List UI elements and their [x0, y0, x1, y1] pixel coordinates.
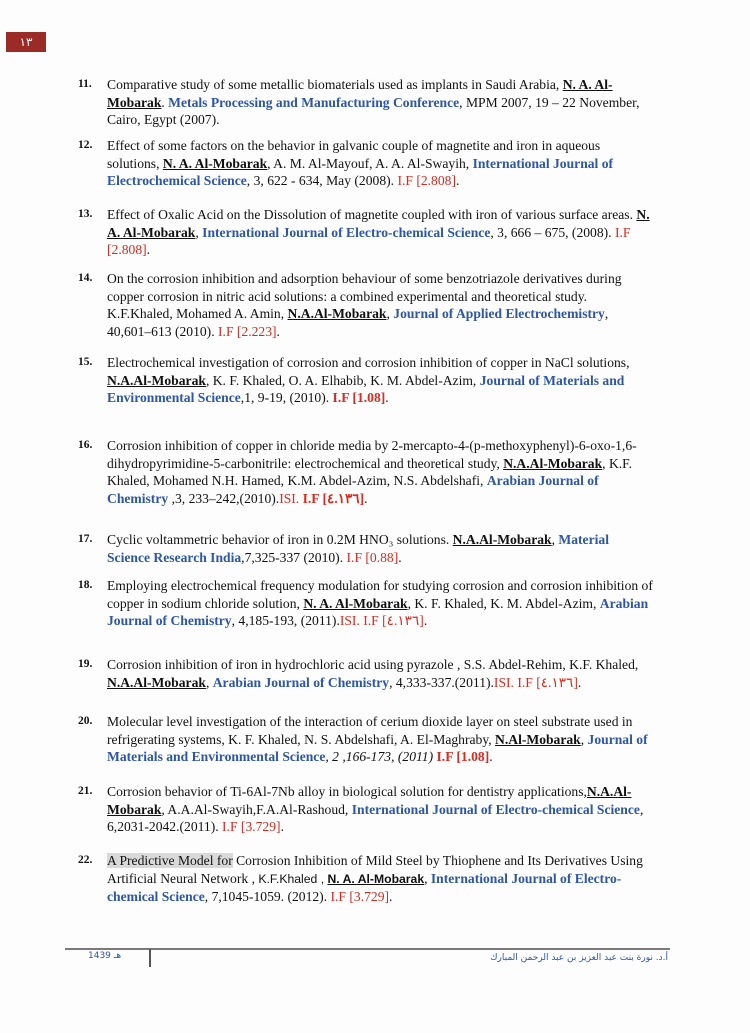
impact-factor: ISI. I.F [٤.١٣٦] — [493, 674, 578, 690]
impact-factor: I.F [٤.١٣٦] — [302, 490, 365, 506]
reference-item — [78, 783, 653, 836]
impact-factor: I.F [0.88] — [346, 549, 399, 565]
reference-item — [78, 437, 653, 507]
reference-segment: . — [364, 490, 368, 506]
impact-factor: I.F [2.808] — [397, 173, 456, 188]
reference-text — [107, 656, 653, 691]
author-highlight: N.A.Al-Mobarak — [107, 674, 206, 690]
reference-text — [107, 76, 653, 129]
impact-factor: ISI. I.F [٤.١٣٦] — [339, 613, 424, 628]
journal-name: International Journal of Electro-chemical Science — [107, 870, 622, 904]
footer-tick — [149, 949, 151, 967]
reference-segment: , 6,2031-2042.(2011). — [107, 801, 644, 834]
reference-number: 14. — [78, 272, 93, 284]
author-highlight: N.A.Al-Mobarak — [287, 306, 387, 321]
reference-segment: Electrochemical investigation of corrosion and corrosion inhibition of copper in NaCl solutions, — [107, 355, 630, 370]
author-highlight: N.A.Al-Mobarak — [107, 372, 206, 388]
reference-segment: . — [423, 613, 428, 628]
journal-name: Arabian Journal of Chemistry — [212, 674, 390, 690]
reference-item — [78, 354, 653, 407]
author-highlight: N. A. Al-Mobarak — [107, 77, 613, 110]
reference-segment: , — [386, 306, 394, 321]
journal-name: International Journal of Electro-chemical Science — [351, 801, 640, 817]
journal-name: International Journal of Electro-chemical Science — [202, 224, 491, 240]
reference-segment: . — [389, 889, 393, 904]
impact-factor: I.F [2.808] — [107, 224, 631, 257]
reference-segment: , — [551, 532, 559, 547]
impact-factor: I.F [1.08] — [332, 390, 386, 405]
footer-year: 1439 هـ — [88, 951, 122, 961]
reference-segment: Corrosion inhibition of copper in chloride media by 2-mercapto-4-(p-methoxyphenyl)-6-oxo-1,6- dihydropyrimidine-5-carbonitrile: electrochemical and theoretical study, — [107, 438, 637, 471]
journal-name: Arabian Journal of Chemistry — [107, 595, 649, 628]
reference-segment: , — [205, 674, 213, 690]
reference-segment: Corrosion inhibition of iron in hydrochloric acid using pyrazole , S.S. Abdel-Rehim, K.F. Khaled, — [107, 657, 639, 672]
reference-segment: , A.A.Al-Swayih,F.A.Al-Rashoud, — [161, 801, 352, 817]
reference-segment: . — [276, 323, 280, 339]
reference-item — [78, 713, 653, 766]
reference-item — [78, 531, 653, 566]
reference-segment: , K. F. Khaled, O. A. Elhabib, K. M. Abdel-Azim, — [205, 372, 480, 388]
reference-number: 15. — [78, 356, 93, 368]
reference-segment: ,7,325-337 (2010). — [241, 549, 347, 565]
author-highlight: N. A. Al-Mobarak — [162, 155, 268, 171]
reference-segment: . — [398, 549, 402, 565]
reference-segment: . — [577, 674, 582, 690]
reference-text — [107, 270, 653, 340]
reference-item — [78, 270, 653, 340]
reference-number: 16. — [78, 439, 93, 451]
reference-text — [107, 852, 653, 906]
reference-segment: Corrosion behavior of Ti-6Al-7Nb alloy in biological solution for dentistry applications, — [107, 784, 587, 799]
highlighted-text: A Predictive Model for — [107, 853, 233, 868]
reference-segment: . — [161, 94, 169, 110]
reference-item — [78, 852, 653, 906]
reference-segment: Comparative study of some metallic biomaterials used as implants in Saudi Arabia, — [107, 77, 563, 92]
impact-factor: I.F [2.223] — [218, 323, 277, 339]
reference-number: 22. — [78, 854, 93, 866]
reference-segment: . — [280, 819, 284, 834]
author-highlight: N.A.Al-Mobarak — [107, 784, 632, 817]
reference-text — [107, 783, 653, 836]
reference-number: 19. — [78, 658, 93, 670]
reference-number: 17. — [78, 533, 93, 545]
author-highlight: N. A. Al-Mobarak — [303, 595, 408, 611]
author-highlight: N.A.Al-Mobarak — [452, 532, 552, 547]
reference-segment: K.F.Khaled , — [258, 871, 328, 886]
reference-segment: , — [580, 731, 588, 747]
reference-segment: Effect of some factors on the behavior in galvanic couple of magnetite and iron in aqueous solutions, — [107, 138, 601, 171]
journal-name: International Journal of Electrochemical Science — [107, 155, 614, 188]
footer-divider — [65, 948, 670, 950]
reference-segment: , 4,333-337.(2011). — [389, 674, 494, 690]
journal-name: Journal of Applied Electrochemistry — [393, 306, 605, 321]
reference-number: 12. — [78, 139, 93, 151]
reference-segment: . — [146, 242, 151, 257]
impact-factor: I.F [1.08] — [436, 749, 490, 764]
reference-text — [107, 713, 653, 766]
reference-text — [107, 531, 653, 566]
reference-segment: . — [385, 390, 389, 405]
footer-author-name: أ.د. نورة بنت عبد العزيز بن عبد الرحمن المبارك — [490, 953, 668, 963]
reference-segment: Employing electrochemical frequency modulation for studying corrosion and corrosion inhibition of copper in sodium chloride solution, — [107, 578, 653, 611]
reference-segment: ,1, 9-19, (2010). — [240, 390, 333, 405]
reference-segment: Corrosion Inhibition of Mild Steel by Thiophene and Its Derivatives Using Artificial Neural Network , — [107, 853, 643, 886]
reference-text — [107, 137, 653, 190]
author-highlight: N. A. Al-Mobarak — [107, 207, 650, 240]
journal-name: Metals Processing and Manufacturing Conference — [168, 94, 460, 110]
journal-name: Arabian Journal of Chemistry — [107, 473, 599, 506]
reference-segment: , K.F. Khaled, Mohamed N.H. Hamed, K.M. Abdel-Azim, N.S. Abdelshafi, — [107, 455, 633, 488]
reference-segment: Effect of Oxalic Acid on the Dissolution of magnetite coupled with iron of various surface areas. — [107, 207, 637, 222]
reference-segment: , 3, 622 - 634, May (2008). — [246, 173, 398, 188]
journal-name: Journal of Materials and Environmental Science — [107, 731, 648, 764]
reference-number: 13. — [78, 208, 93, 220]
reference-segment: , 7,1045-1059. (2012). — [204, 889, 331, 904]
impact-factor: I.F [3.729] — [330, 889, 390, 904]
impact-factor: ISI. — [279, 490, 303, 506]
reference-number: 20. — [78, 715, 93, 727]
reference-segment: Cyclic voltammetric behavior of iron in 0.2M HNO₃ solutions. — [107, 532, 453, 547]
reference-segment: , 2 ,166-173, (2011) — [325, 749, 437, 764]
page-number-badge: ١٣ — [6, 32, 46, 52]
reference-item — [78, 206, 653, 259]
reference-number: 21. — [78, 785, 93, 797]
reference-segment: , K. F. Khaled, K. M. Abdel-Azim, — [407, 595, 600, 611]
reference-segment: . — [455, 173, 460, 188]
reference-number: 18. — [78, 579, 93, 591]
impact-factor: I.F [3.729] — [222, 819, 281, 834]
reference-segment: , A. M. Al-Mayouf, A. A. Al-Swayih, — [267, 155, 473, 171]
reference-text — [107, 437, 653, 507]
reference-text — [107, 577, 653, 630]
reference-segment: On the corrosion inhibition and adsorption behaviour of some benzotriazole derivatives during copper corrosion in nitric acid solutions: a combined experimental and theoretical study. K.F.Khaled, Mohamed A. Amin, — [107, 271, 622, 321]
journal-name: Journal of Materials and Environmental Science — [107, 372, 625, 405]
reference-segment: , 40,601–613 (2010). — [107, 306, 609, 339]
author-highlight: N.Al-Mobarak — [495, 731, 581, 747]
reference-text — [107, 206, 653, 259]
reference-segment: . — [489, 749, 493, 764]
reference-segment: , 4,185-193, (2011). — [231, 613, 340, 628]
reference-segment: ,3, 233–242,(2010). — [168, 490, 280, 506]
reference-segment: , 3, 666 – 675, (2008). — [490, 224, 615, 240]
reference-segment: , MPM 2007, 19 – 22 November, Cairo, Egypt (2007). — [107, 94, 640, 127]
reference-segment: Molecular level investigation of the interaction of cerium dioxide layer on steel substrate used in refrigerating systems, K. F. Khaled, N. S. Abdelshafi, A. El-Maghraby, — [107, 714, 633, 747]
reference-item — [78, 137, 653, 190]
reference-item — [78, 577, 653, 630]
reference-text — [107, 354, 653, 407]
reference-item — [78, 656, 653, 691]
author-highlight: N.A.Al-Mobarak — [503, 455, 603, 471]
reference-segment: , — [195, 224, 203, 240]
author-highlight: N. A. Al-Mobarak — [327, 871, 425, 886]
reference-item — [78, 76, 653, 129]
journal-name: Material Science Research India — [107, 532, 609, 565]
reference-number: 11. — [78, 78, 92, 90]
reference-segment: , — [424, 870, 431, 886]
